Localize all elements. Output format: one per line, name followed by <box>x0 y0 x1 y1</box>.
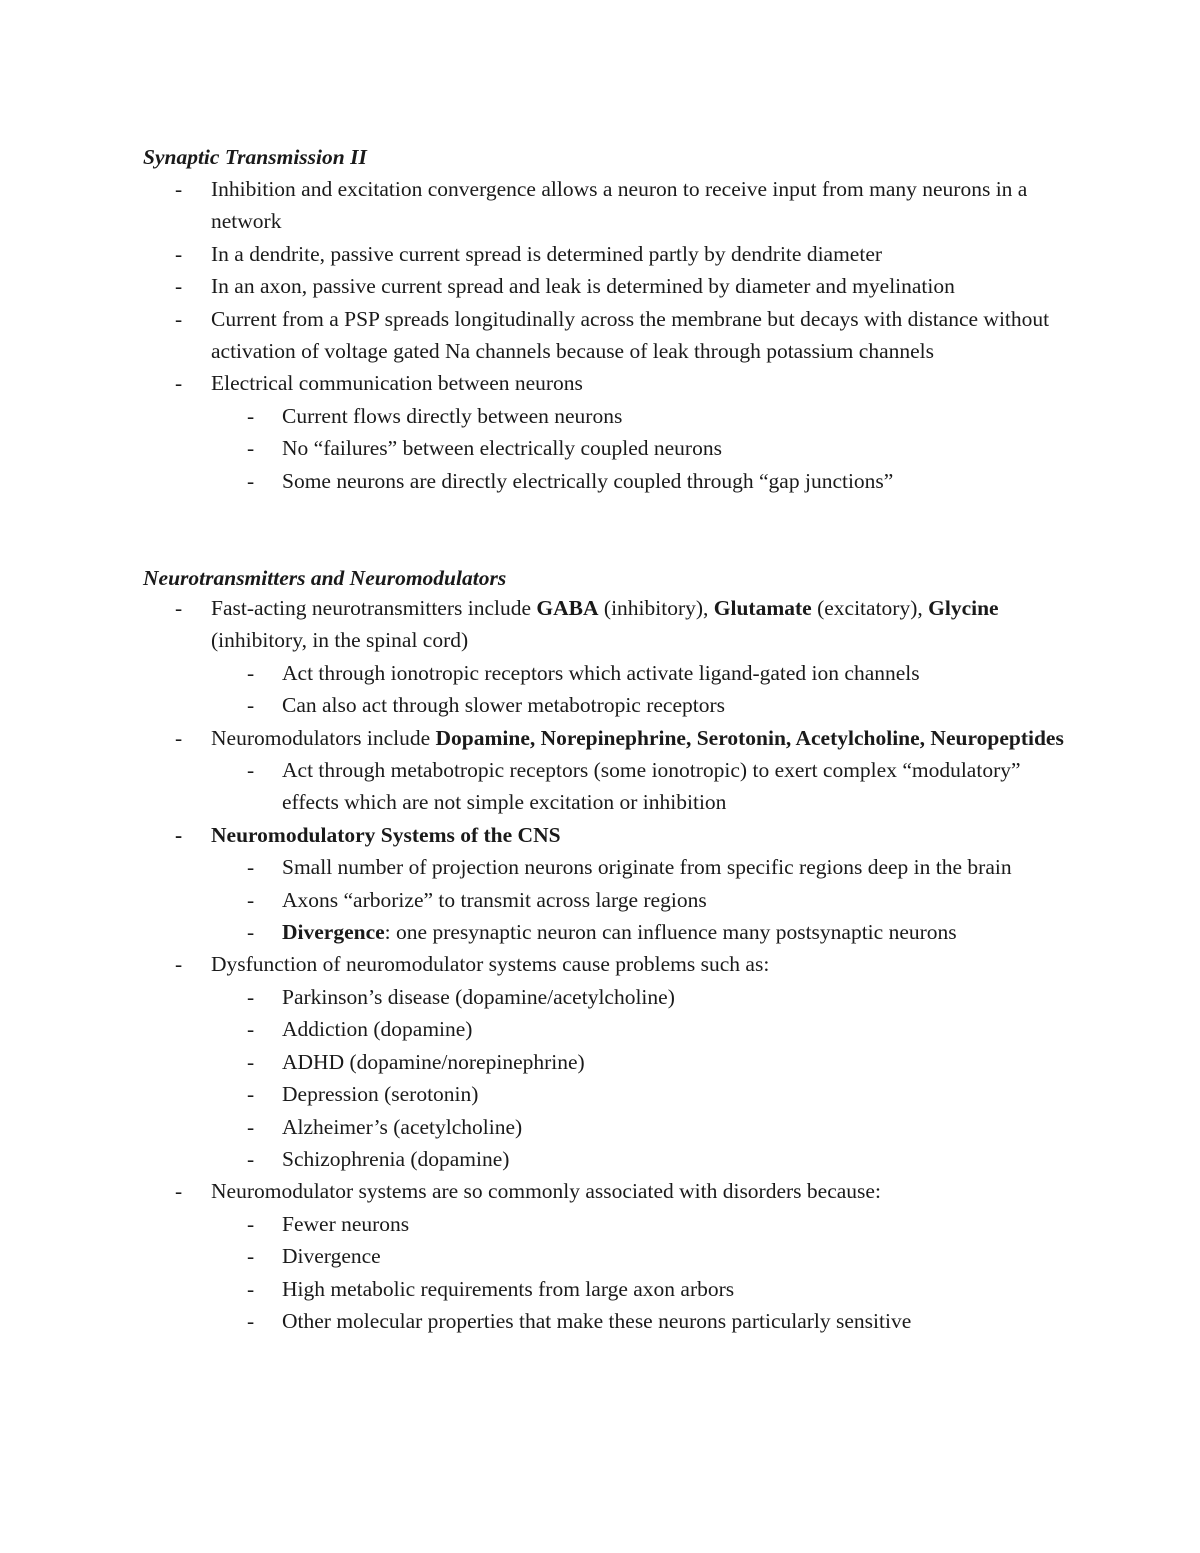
sub-bullet-item <box>0 1046 1062 1078</box>
item-text: (inhibitory, in the spinal cord) <box>211 628 469 653</box>
item-text: Neuromodulator systems are so commonly associated with disorders because: <box>211 1179 881 1204</box>
bullet-dash: - <box>247 1114 255 1139</box>
item-text: Some neurons are directly electrically coupled through “gap junctions” <box>282 468 894 493</box>
sub-bullet-item <box>0 400 1062 432</box>
sub-bullet-item <box>0 1240 1062 1272</box>
bullet-item <box>0 722 1071 754</box>
item-text: Depression (serotonin) <box>282 1082 479 1107</box>
bullet-item <box>0 367 1071 399</box>
bold-term: Dopamine, Norepinephrine, Serotonin, Acetylcholine, Neuropeptides <box>435 725 1064 750</box>
bullet-item <box>0 270 1071 302</box>
bullet-dash: - <box>247 660 255 685</box>
item-text: Axons “arborize” to transmit across large regions <box>282 887 707 912</box>
bullet-dash: - <box>175 177 183 201</box>
item-text: No “failures” between electrically coupled neurons <box>282 436 722 461</box>
item-text: Current flows directly between neurons <box>282 403 623 428</box>
bullet-dash: - <box>247 1308 255 1333</box>
item-text: Act through metabotropic receptors (some ionotropic) to exert complex “modulatory” effects which are not simple excitation or inhibition <box>282 758 1021 815</box>
bold-term: Glutamate <box>713 596 812 620</box>
item-text: Dysfunction of neuromodulator systems cause problems such as: <box>211 952 770 977</box>
item-text: In an axon, passive current spread and leak is determined by diameter and myelination <box>211 274 955 299</box>
sub-bullet-item <box>0 1273 1062 1305</box>
bullet-item <box>0 238 1071 270</box>
bold-term: Glycine <box>928 596 999 620</box>
item-text: Fewer neurons <box>282 1211 410 1236</box>
sub-bullet-item <box>0 754 1062 819</box>
sub-bullet-item <box>0 1078 1062 1110</box>
item-text: Neuromodulators include <box>211 725 436 750</box>
item-text: Other molecular properties that make these neurons particularly sensitive <box>282 1308 912 1333</box>
bullet-dash: - <box>247 758 255 783</box>
bullet-dash: - <box>175 725 183 750</box>
item-text: (excitatory), <box>811 596 929 620</box>
item-text: Electrical communication between neurons <box>211 371 583 396</box>
bullet-dash: - <box>175 306 183 331</box>
bullet-dash: - <box>247 468 255 493</box>
item-text: Parkinson’s disease (dopamine/acetylcholine) <box>282 984 675 1009</box>
section-title-neurotransmitters: Neurotransmitters and Neuromodulators <box>143 566 507 590</box>
sub-bullet-item <box>0 1013 1062 1045</box>
bullet-dash: - <box>175 596 183 620</box>
item-text: : one presynaptic neuron can influence many postsynaptic neurons <box>384 920 957 945</box>
item-text: Current from a PSP spreads longitudinally across the membrane but decays with distance without activation of voltage gated Na channels because of leak through potassium channels <box>211 306 1050 364</box>
bold-term: Neuromodulatory Systems of the CNS <box>211 822 561 847</box>
sub-bullet-item <box>0 432 1062 464</box>
item-text: Addiction (dopamine) <box>282 1017 473 1042</box>
item-text: Can also act through slower metabotropic receptors <box>282 693 725 718</box>
item-text: ADHD (dopamine/norepinephrine) <box>282 1049 585 1074</box>
bullet-dash: - <box>247 1211 255 1236</box>
bullet-dash: - <box>175 371 183 396</box>
bullet-item <box>0 819 1071 851</box>
bullet-dash: - <box>247 855 255 880</box>
sub-bullet-item <box>0 657 1062 689</box>
bullet-dash: - <box>247 1017 255 1042</box>
bullet-dash: - <box>175 1179 183 1204</box>
item-text: (inhibitory), <box>598 596 714 620</box>
bullet-dash: - <box>175 274 183 299</box>
bullet-dash: - <box>247 1146 255 1171</box>
bullet-dash: - <box>175 952 183 977</box>
bullet-item <box>0 303 1071 368</box>
item-text: Small number of projection neurons originate from specific regions deep in the brain <box>282 855 1012 880</box>
sub-bullet-item <box>0 689 1062 721</box>
item-text: High metabolic requirements from large axon arbors <box>282 1276 735 1301</box>
bullet-dash: - <box>247 1244 255 1269</box>
bullet-dash: - <box>175 822 183 847</box>
bullet-dash: - <box>247 693 255 718</box>
bullet-dash: - <box>175 241 183 266</box>
bullet-dash: - <box>247 436 255 461</box>
sub-bullet-item <box>0 981 1062 1013</box>
item-text: Fast-acting neurotransmitters include <box>211 596 537 620</box>
bullet-dash: - <box>247 984 255 1009</box>
item-text: Divergence <box>282 1244 381 1269</box>
bold-term: Divergence <box>282 920 385 945</box>
item-text: Inhibition and excitation convergence allows a neuron to receive input from many neurons in a network <box>211 177 1028 234</box>
bullet-item <box>0 592 1071 657</box>
sub-bullet-item <box>0 916 1062 948</box>
bullet-dash: - <box>247 920 255 945</box>
bullet-item <box>0 1175 1071 1207</box>
sub-bullet-item <box>0 1143 1062 1175</box>
sub-bullet-item <box>0 884 1062 916</box>
sub-bullet-item <box>0 1208 1062 1240</box>
item-text: Schizophrenia (dopamine) <box>282 1146 510 1171</box>
bullet-item <box>0 948 1071 980</box>
bullet-dash: - <box>247 887 255 912</box>
section-list-neurotransmitters <box>0 592 1071 1337</box>
bullet-dash: - <box>247 403 255 428</box>
item-text: In a dendrite, passive current spread is determined partly by dendrite diameter <box>211 241 883 266</box>
section-title-synaptic-transmission: Synaptic Transmission II <box>143 145 367 169</box>
item-text: Act through ionotropic receptors which activate ligand-gated ion channels <box>282 660 920 685</box>
bullet-dash: - <box>247 1082 255 1107</box>
bullet-dash: - <box>247 1049 255 1074</box>
item-text: Alzheimer’s (acetylcholine) <box>282 1114 523 1139</box>
bold-term: GABA <box>536 596 599 620</box>
sub-bullet-item <box>0 1305 1062 1337</box>
sub-bullet-item <box>0 851 1062 883</box>
sub-bullet-item <box>0 465 1062 497</box>
section-list-synaptic-transmission <box>0 173 1071 497</box>
sub-bullet-item <box>0 1111 1062 1143</box>
bullet-item <box>0 173 1071 238</box>
bullet-dash: - <box>247 1276 255 1301</box>
